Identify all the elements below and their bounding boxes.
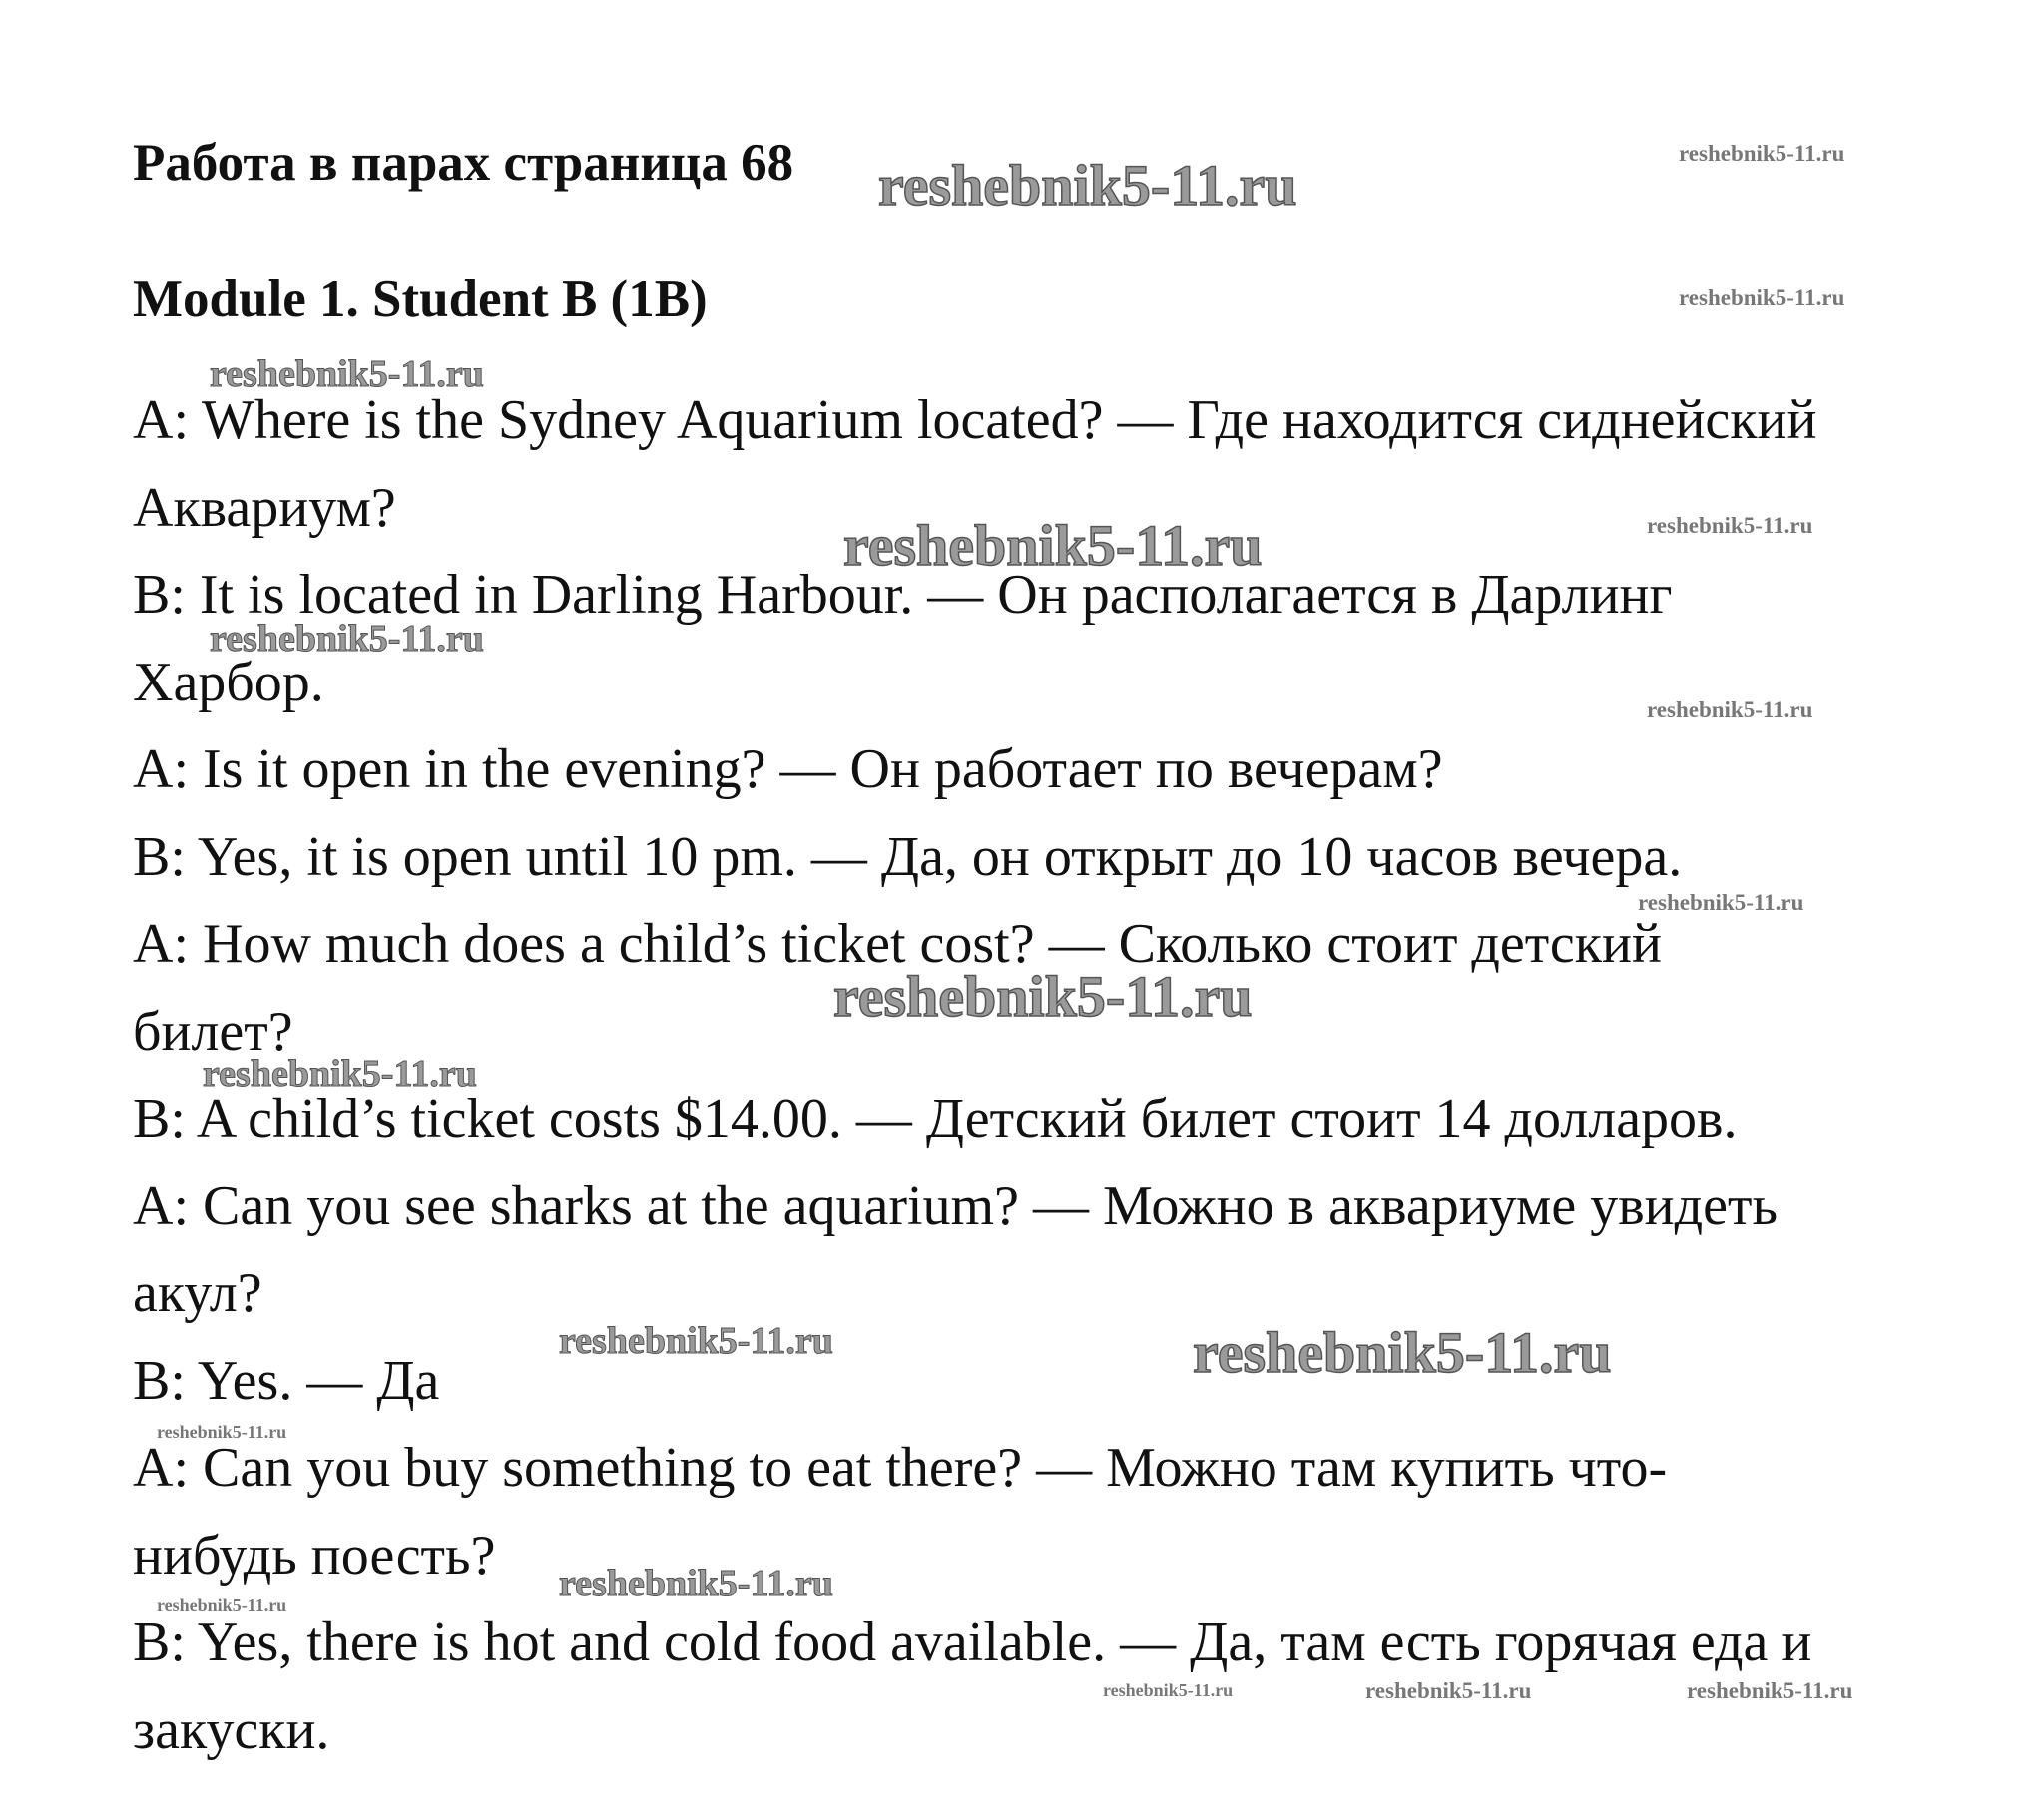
dialogue-line: нибудь поесть? (133, 1525, 496, 1587)
watermark: reshebnik5-11.ru (559, 1320, 833, 1362)
watermark: reshebnik5-11.ru (1679, 141, 1845, 166)
watermark: reshebnik5-11.ru (1103, 1680, 1234, 1700)
dialogue-line: A: Where is the Sydney Aquarium located? — Где находится сиднейский (133, 389, 1817, 451)
watermark: reshebnik5-11.ru (559, 1563, 833, 1604)
watermark: reshebnik5-11.ru (210, 618, 484, 660)
watermark: reshebnik5-11.ru (878, 153, 1297, 218)
dialogue-line: B: A child’s ticket costs $14.00. — Детский билет стоит 14 долларов. (133, 1088, 1738, 1149)
dialogue-line: A: Can you buy something to eat there? — Можно там купить что- (133, 1437, 1668, 1499)
dialogue-line: B: Yes. — Да (133, 1350, 440, 1412)
dialogue-line: A: Is it open in the evening? — Он работает по вечерам? (133, 738, 1443, 800)
watermark: reshebnik5-11.ru (1647, 697, 1813, 722)
module-title: Module 1. Student B (1B) (133, 270, 708, 328)
watermark: reshebnik5-11.ru (157, 1422, 287, 1442)
dialogue-line: акул? (133, 1262, 262, 1324)
watermark: reshebnik5-11.ru (833, 964, 1253, 1029)
dialogue-line: Харбор. (133, 652, 324, 713)
watermark: reshebnik5-11.ru (1638, 890, 1804, 915)
dialogue-line: A: Can you see sharks at the aquarium? — Можно в аквариуме увидеть (133, 1175, 1778, 1237)
dialogue-line: Аквариум? (133, 477, 396, 539)
dialogue-line: B: Yes, there is hot and cold food available. — Да, там есть горячая еда и (133, 1611, 1812, 1673)
dialogue-line: B: It is located in Darling Harbour. — Он располагается в Дарлинг (133, 564, 1673, 626)
watermark: reshebnik5-11.ru (1647, 513, 1813, 538)
watermark: reshebnik5-11.ru (1687, 1678, 1853, 1703)
watermark: reshebnik5-11.ru (1365, 1678, 1532, 1703)
watermark: reshebnik5-11.ru (203, 1053, 477, 1095)
watermark: reshebnik5-11.ru (157, 1595, 287, 1615)
watermark: reshebnik5-11.ru (1193, 1320, 1612, 1385)
dialogue-line: A: How much does a child’s ticket cost? — Сколько стоит детский (133, 913, 1662, 975)
page-title: Работа в парах страница 68 (133, 134, 794, 192)
dialogue-line: билет? (133, 1001, 293, 1063)
dialogue-line: закуски. (133, 1699, 330, 1761)
watermark: reshebnik5-11.ru (1679, 285, 1845, 310)
dialogue-line: B: Yes, it is open until 10 pm. — Да, он открыт до 10 часов вечера. (133, 826, 1683, 888)
watermark: reshebnik5-11.ru (210, 353, 484, 395)
watermark: reshebnik5-11.ru (843, 513, 1263, 578)
